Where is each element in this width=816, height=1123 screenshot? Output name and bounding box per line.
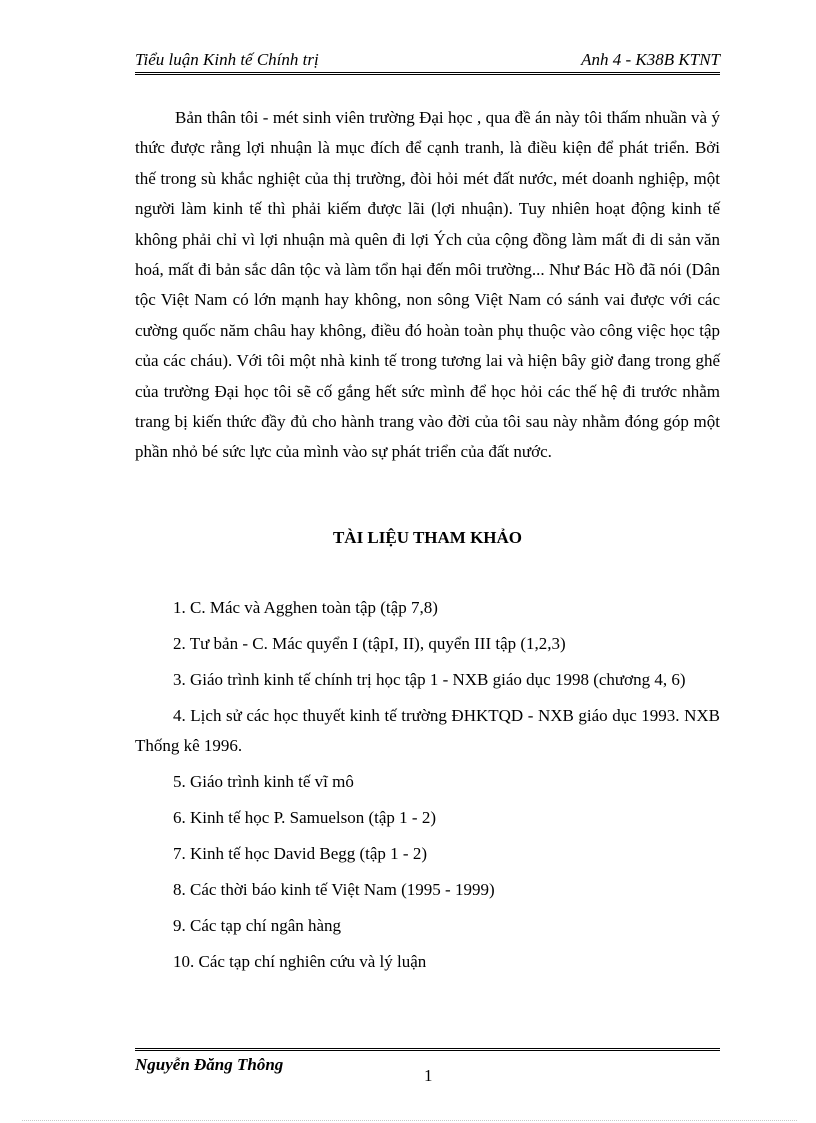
header-class: Anh 4 - K38B KTNT xyxy=(581,50,720,69)
reference-item: 7. Kinh tế học David Begg (tập 1 - 2) xyxy=(173,844,427,863)
reference-item: 2. Tư bản - C. Mác quyển I (tậpI, II), quyển III tập (1,2,3) xyxy=(173,634,566,653)
reference-item: 5. Giáo trình kinh tế vĩ mô xyxy=(173,772,354,791)
references-title: TÀI LIỆU THAM KHẢO xyxy=(332,528,523,547)
reference-item: 3. Giáo trình kinh tế chính trị học tập 1 - NXB giáo dục 1998 (chương 4, 6) xyxy=(173,670,686,689)
page-bottom-border xyxy=(22,1120,797,1121)
page-header xyxy=(135,50,720,72)
reference-item: 10. Các tạp chí nghiên cứu và lý luận xyxy=(173,952,427,971)
reference-item: 1. C. Mác và Agghen toàn tập (tập 7,8) xyxy=(173,598,438,617)
reference-item: 9. Các tạp chí ngân hàng xyxy=(173,916,342,935)
header-title: Tiểu luận Kinh tế Chính trị xyxy=(135,50,319,69)
footer-author: Nguyễn Đăng Thông xyxy=(135,1055,284,1074)
references-list xyxy=(135,593,720,983)
reference-item: 6. Kinh tế học P. Samuelson (tập 1 - 2) xyxy=(173,808,436,827)
footer-divider xyxy=(135,1048,720,1051)
body-paragraph: Bản thân tôi - mét sinh viên trường Đại học , qua đề án này tôi thấm nhuần và ý thức được rằng lợi nhuận là mục đích để cạnh tranh, là điều kiện để phát triển. Bởi thế trong sù khắc nghiệt của thị trường, đòi hỏi mét đất nước, mét doanh nghiệp, một người làm kinh tế thì phải kiếm được lãi (lợi nhuận). Tuy nhiên hoạt động kinh tế không phải chỉ vì lợi nhuận mà quên đi lợi Ých của cộng đồng làm mất đi di sản văn hoá, mất đi bản sắc dân tộc và làm tổn hại đến môi trường... Như Bác Hồ đã nói (Dân tộc Việt Nam có lớn mạnh hay không, non sông Việt Nam có sánh vai được với các cường quốc năm châu hay không, điều đó hoàn toàn phụ thuộc vào công việc học tập của các cháu). Với tôi một nhà kinh tế trong tương lai và hiện bây giờ đang trong ghế của trường Đại học tôi sẽ cố gắng hết sức mình để học hỏi các thế hệ đi trước nhằm trang bị kiến thức đầy đủ cho hành trang vào đời của tôi sau này nhằm đóng góp một phần nhỏ bé sức lực của mình vào sự phát triển của đất nước. xyxy=(135,108,720,462)
page-number: 1 xyxy=(424,1066,433,1085)
reference-item: 8. Các thời báo kinh tế Việt Nam (1995 - 1999) xyxy=(173,880,495,899)
reference-item: 4. Lịch sử các học thuyết kinh tế trường ĐHKTQD - NXB giáo dục 1993. NXB Thống kê 1996. xyxy=(135,706,720,755)
header-divider xyxy=(135,72,720,75)
